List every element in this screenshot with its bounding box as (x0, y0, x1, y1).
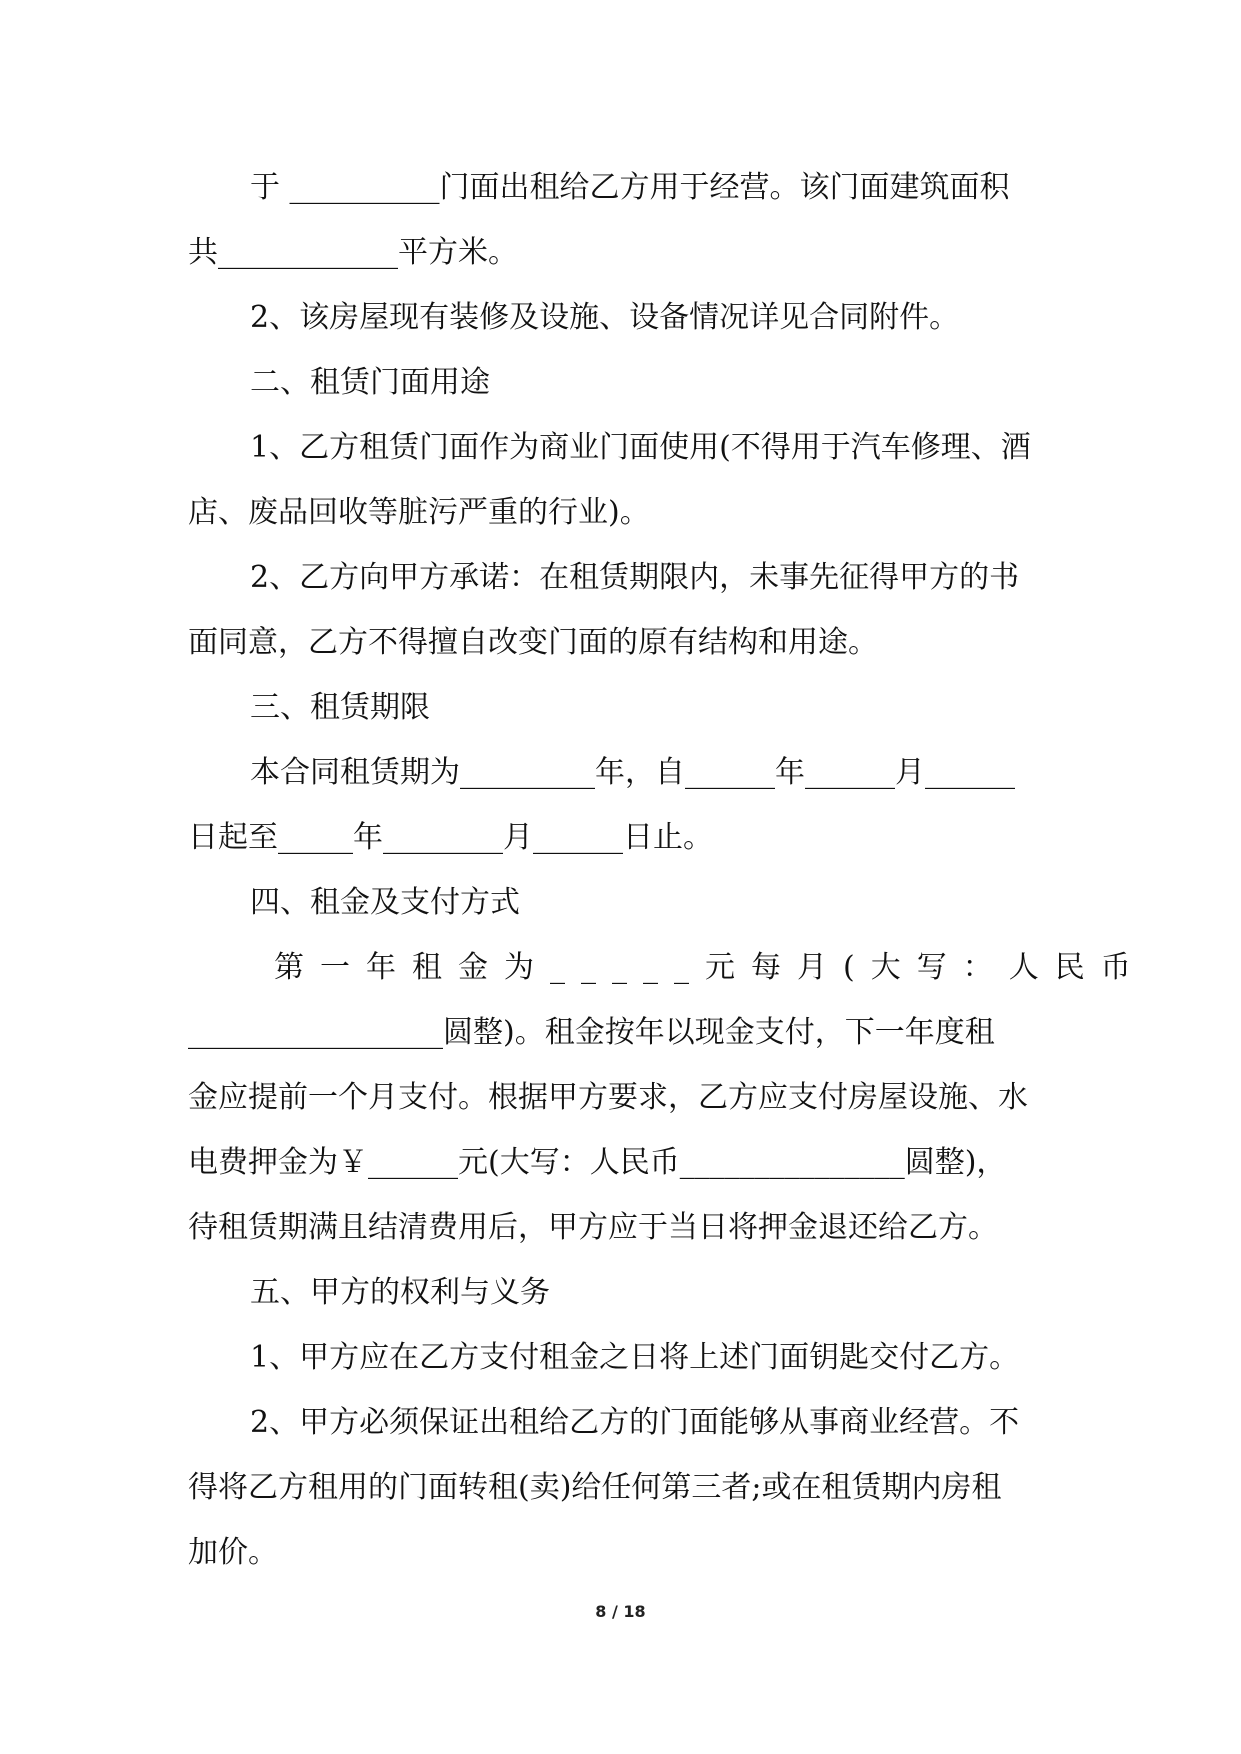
text-line: _________________圆整)。租金按年以现金支付，下一年度租 (188, 1015, 995, 1050)
text-line: 2、甲方必须保证出租给乙方的门面能够从事商业经营。不 (250, 1405, 1020, 1440)
text-line: 日起至_____年________月______日止。 (188, 820, 713, 855)
text-line: 电费押金为￥______元(大写：人民币_______________圆整)， (188, 1145, 1007, 1180)
text-line: 金应提前一个月支付。根据甲方要求，乙方应支付房屋设施、水 (188, 1080, 1028, 1115)
page-number: 8 / 18 (595, 1602, 646, 1621)
text-line: 共____________平方米。 (188, 235, 518, 270)
text-line: 得将乙方租用的门面转租(卖)给任何第三者;或在租赁期内房租 (188, 1470, 1002, 1505)
text-line: 2、乙方向甲方承诺：在租赁期限内，未事先征得甲方的书 (250, 560, 1020, 595)
text-line: 1、乙方租赁门面作为商业门面使用(不得用于汽车修理、酒 (250, 430, 1031, 465)
text-line: 本合同租赁期为_________年，自______年______月______ (250, 755, 1015, 790)
text-line: 第一年租金为_____元每月(大写：人民币 (274, 950, 1147, 985)
text-line: 加价。 (188, 1535, 278, 1570)
section-heading: 四、租金及支付方式 (250, 885, 520, 920)
text-line: 于 __________门面出租给乙方用于经营。该门面建筑面积 (250, 170, 1010, 205)
text-line: 待租赁期满且结清费用后，甲方应于当日将押金退还给乙方。 (188, 1210, 998, 1245)
section-heading: 三、租赁期限 (250, 690, 430, 725)
section-heading: 二、租赁门面用途 (250, 365, 490, 400)
text-line: 1、甲方应在乙方支付租金之日将上述门面钥匙交付乙方。 (250, 1340, 1020, 1375)
text-line: 面同意，乙方不得擅自改变门面的原有结构和用途。 (188, 625, 878, 660)
section-heading: 五、甲方的权利与义务 (250, 1275, 550, 1310)
text-line: 2、该房屋现有装修及设施、设备情况详见合同附件。 (250, 300, 960, 335)
text-line: 店、废品回收等脏污严重的行业)。 (188, 495, 650, 530)
document-body (188, 155, 1147, 1585)
